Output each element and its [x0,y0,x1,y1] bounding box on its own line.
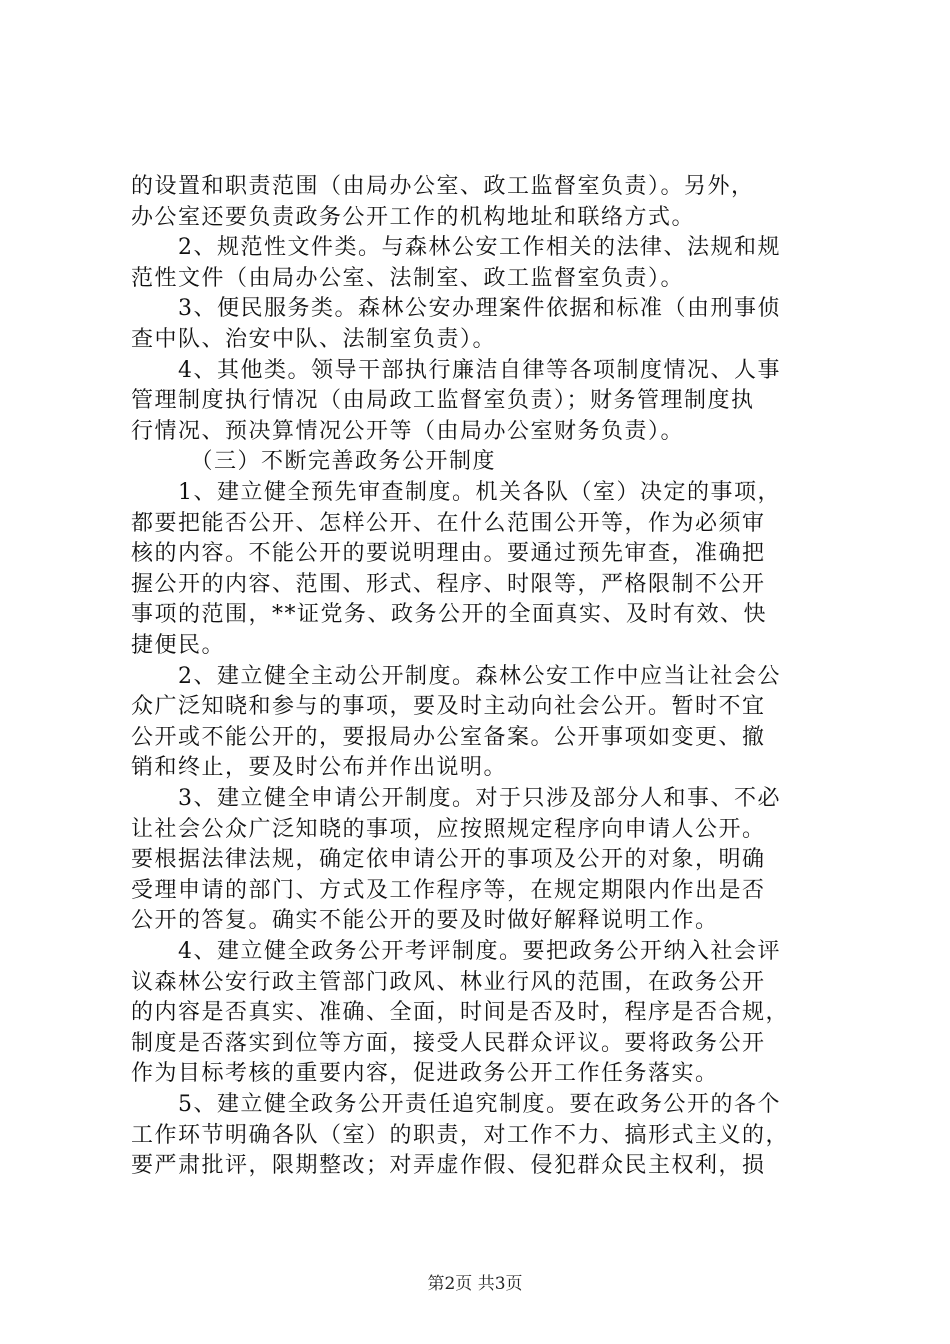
text-line: 受理申请的部门、方式及工作程序等，在规定期限内作出是否 [131,877,766,903]
text-line: 3、建立健全申请公开制度。对于只涉及部分人和事、不必 [131,786,781,811]
text-line: 制度是否落实到位等方面，接受人民群众评议。要将政务公开 [131,1030,766,1056]
text-line: 行情况、预决算情况公开等（由局办公室财务负责）。 [131,418,685,444]
text-line: 5、建立健全政务公开责任追究制度。要在政务公开的各个 [131,1092,781,1117]
text-line: （三）不断完善政务公开制度 [131,449,497,475]
text-line: 2、规范性文件类。与森林公安工作相关的法律、法规和规 [131,235,781,261]
text-line: 查中队、治安中队、法制室负责）。 [131,327,497,352]
text-line: 4、其他类。领导干部执行廉洁自律等各项制度情况、人事 [131,357,781,383]
text-line: 管理制度执行情况（由局政工监督室负责）；财务管理制度执 [131,388,755,414]
text-line: 要根据法律法规，确定依申请公开的事项及公开的对象，明确 [131,847,766,873]
text-line: 握公开的内容、范围、形式、程序、时限等，严格限制不公开 [131,571,766,597]
text-line: 作为目标考核的重要内容，促进政务公开工作任务落实。 [131,1061,719,1087]
text-line: 2、建立健全主动公开制度。森林公安工作中应当让社会公 [131,663,781,689]
text-line: 3、便民服务类。森林公安办理案件依据和标准（由刑事侦 [131,296,781,322]
text-line: 让社会公众广泛知晓的事项，应按照规定程序向申请人公开。 [131,816,766,842]
text-line: 捷便民。 [131,633,226,658]
text-line: 1、建立健全预先审查制度。机关各队（室）决定的事项， [131,480,781,505]
text-line: 4、建立健全政务公开考评制度。要把政务公开纳入社会评 [131,939,781,964]
text-line: 的设置和职责范围（由局办公室、政工监督室负责）。另外， [131,174,755,199]
text-line: 都要把能否公开、怎样公开、在什么范围公开等，作为必须审 [131,510,766,536]
page-footer: 第2页 共3页 [427,1274,523,1294]
text-line: 销和终止，要及时公布并作出说明。 [131,755,508,781]
text-line: 公开的答复。确实不能公开的要及时做好解释说明工作。 [131,908,719,934]
text-line: 核的内容。不能公开的要说明理由。要通过预先审查，准确把 [131,541,766,567]
text-line: 范性文件（由局办公室、法制室、政工监督室负责）。 [131,265,685,291]
text-line: 工作环节明确各队（室）的职责，对工作不力、搞形式主义的， [131,1122,790,1148]
text-line: 公开或不能公开的，要报局办公室备案。公开事项如变更、撤 [131,724,766,750]
text-line: 要严肃批评，限期整改；对弄虚作假、侵犯群众民主权利，损 [131,1153,766,1179]
text-line: 办公室还要负责政务公开工作的机构地址和联络方式。 [131,204,696,230]
text-line: 众广泛知晓和参与的事项，要及时主动向社会公开。暂时不宜 [131,694,766,720]
text-line: 的内容是否真实、准确、全面，时间是否及时，程序是否合规， [131,1000,790,1026]
text-line: 事项的范围，**证党务、政务公开的全面真实、及时有效、快 [131,602,768,628]
text-line: 议森林公安行政主管部门政风、林业行风的范围，在政务公开 [131,969,766,995]
